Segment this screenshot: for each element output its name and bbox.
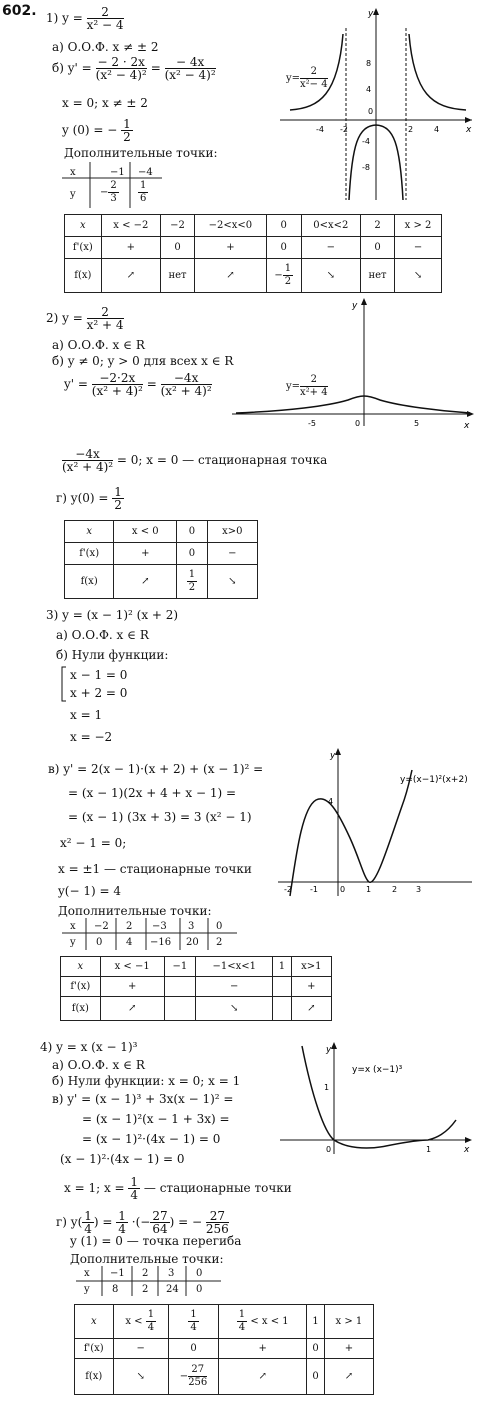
p3-sys1: x − 1 = 0 <box>70 668 128 682</box>
p2-positivity: б) y ≠ 0; y > 0 для всех x ∈ R <box>52 354 234 368</box>
table-cell: 0 <box>360 237 394 259</box>
p1-tick-ym8: -8 <box>362 163 370 172</box>
table-cell: − $\frac{27}{256}$ <box>168 1359 218 1395</box>
table-cell <box>164 997 195 1021</box>
p3-tick-2: 2 <box>392 885 398 894</box>
table-cell: + <box>291 977 331 997</box>
p3-extra-y2: 4 <box>126 937 133 948</box>
p1-graph-label: y= $\frac{2}{\text{x²− 4}}$ <box>286 66 328 90</box>
p4-graph-x-axis: x <box>464 1145 470 1155</box>
p4-tick-x1: 1 <box>426 1145 432 1154</box>
p3-domain: а) О.О.Ф. x ∈ R <box>56 628 149 642</box>
table-cell: ↗ <box>324 1359 373 1395</box>
table-cell: ↗ <box>291 997 331 1021</box>
problem-number: 602. <box>2 3 37 19</box>
p1-zero: x = 0; x ≠ ± 2 <box>62 96 148 110</box>
p2-tick-m5: -5 <box>308 419 316 428</box>
p4-extra-x3: 3 <box>168 1268 175 1279</box>
p1-tick-p2: 2 <box>408 125 414 134</box>
p4-deriv1: в) y' = (x − 1)³ + 3x(x − 1)² = <box>52 1092 234 1106</box>
table-header: 2 <box>360 215 394 237</box>
table-header: x <box>65 521 114 543</box>
p2-sign-table <box>64 520 258 599</box>
row-label: f(x) <box>65 565 114 599</box>
table-header: x < 0 <box>114 521 177 543</box>
table-cell: ↗ <box>195 259 267 293</box>
table-header: x < −1 <box>100 957 164 977</box>
p3-deriv5: x = ±1 — стационарные точки <box>58 862 252 876</box>
p1-sign-table <box>64 214 442 293</box>
p3-extra-title: Дополнительные точки: <box>58 904 212 918</box>
row-label: f'(x) <box>75 1339 114 1359</box>
p3-extra-x0: x <box>70 921 76 932</box>
p4-extra-x2: 2 <box>142 1268 149 1279</box>
p3-root1: x = 1 <box>70 708 103 722</box>
table-cell: − <box>113 1339 168 1359</box>
p3-sys2: x + 2 = 0 <box>70 686 128 700</box>
row-label: f(x) <box>75 1359 114 1395</box>
p4-deriv3: = (x − 1)²·(4x − 1) = 0 <box>82 1132 221 1146</box>
p1-tick-ym4: -4 <box>362 137 370 146</box>
p1-function: 1) y = $\frac{2}{\text{x² − 4}}$ <box>46 5 124 32</box>
p3-zeros-title: б) Нули функции: <box>56 648 169 662</box>
p3-system-bracket <box>60 666 68 702</box>
p4-extra-x1: −1 <box>110 1268 125 1279</box>
p1-tick-zero: 0 <box>368 107 374 116</box>
p3-tick-0: 0 <box>340 885 346 894</box>
p3-tick-1: 1 <box>366 885 372 894</box>
p1-tick-p4: 4 <box>434 125 440 134</box>
table-cell: − $\frac{1}{2}$ <box>266 259 301 293</box>
p2-graph <box>228 296 478 436</box>
table-header: −1<x<1 <box>196 957 273 977</box>
table-header: x <box>61 957 101 977</box>
table-header: x <box>65 215 102 237</box>
table-header: −1 <box>164 957 195 977</box>
table-cell: − <box>301 237 360 259</box>
table-header: x>1 <box>291 957 331 977</box>
p2-function: 2) y = $\frac{2}{\text{x² + 4}}$ <box>46 305 124 332</box>
table-cell: 0 <box>266 237 301 259</box>
p4-graph-y-axis: y <box>326 1045 332 1055</box>
table-header: x>0 <box>207 521 257 543</box>
p1-extra-grid <box>62 160 172 210</box>
p4-inflection: y (1) = 0 — точка перегиба <box>70 1234 242 1248</box>
p3-extra-y0: y <box>70 937 76 948</box>
p2-tick-p5: 5 <box>414 419 420 428</box>
table-cell: + <box>100 977 164 997</box>
table-cell: ↘ <box>196 997 273 1021</box>
table-cell: ↗ <box>219 1359 307 1395</box>
table-header: 0<x<2 <box>301 215 360 237</box>
p1-extra-title: Дополнительные точки: <box>64 146 218 160</box>
p1-domain: а) О.О.Ф. x ≠ ± 2 <box>52 40 159 54</box>
table-header: x < −2 <box>101 215 160 237</box>
table-cell: 0 <box>307 1359 325 1395</box>
table-header: $\frac{1}{4}$ <box>168 1305 218 1339</box>
p1-tick-m4: -4 <box>316 125 324 134</box>
table-cell: − <box>395 237 442 259</box>
table-cell: ↘ <box>395 259 442 293</box>
table-cell: + <box>324 1339 373 1359</box>
table-header: x > 2 <box>395 215 442 237</box>
p1-graph-y-axis: y <box>368 9 374 19</box>
table-cell: + <box>101 237 160 259</box>
p4-extra-x4: 0 <box>196 1268 203 1279</box>
row-label: f(x) <box>61 997 101 1021</box>
table-header: x < $\frac{1}{4}$ <box>113 1305 168 1339</box>
table-cell: 0 <box>168 1339 218 1359</box>
p2-y0: г) y(0) = $\frac{1}{2}$ <box>56 485 122 512</box>
table-cell: ↗ <box>100 997 164 1021</box>
table-cell: ↘ <box>207 565 257 599</box>
table-cell: ↘ <box>301 259 360 293</box>
table-cell: + <box>219 1339 307 1359</box>
p4-extra-y4: 0 <box>196 1284 203 1295</box>
p3-tick-m2: -2 <box>284 885 292 894</box>
table-header: 1 <box>307 1305 325 1339</box>
p3-root2: x = −2 <box>70 730 113 744</box>
p1-extra-x2: −4 <box>138 167 153 178</box>
p3-extra-x5: 0 <box>216 921 223 932</box>
p1-extra-x1: −1 <box>110 167 125 178</box>
p2-stationary: $\frac{-4x}{\text{(x² + 4)²}}$ = 0; x = 0 — стационарная точка <box>62 447 328 474</box>
p3-extra-x3: −3 <box>152 921 167 932</box>
row-label: f'(x) <box>61 977 101 997</box>
p4-stationary: x = 1; x = $\frac{1}{4}$ — стационарные точки <box>64 1175 292 1202</box>
table-cell: 0 <box>177 543 207 565</box>
table-cell: ↗ <box>101 259 160 293</box>
table-header: 1 <box>273 957 291 977</box>
row-label: f(x) <box>65 259 102 293</box>
p1-extra-y1: − $\frac{2}{3}$ <box>100 180 117 204</box>
p3-graph-y-axis: y <box>330 751 336 761</box>
table-header: −2<x<0 <box>195 215 267 237</box>
p4-domain: а) О.О.Ф. x ∈ R <box>52 1058 145 1072</box>
p4-zeros: б) Нули функции: x = 0; x = 1 <box>52 1074 241 1088</box>
p1-tick-y4: 4 <box>366 85 372 94</box>
p3-graph <box>276 746 476 906</box>
p3-deriv3: = (x − 1) (3x + 3) = 3 (x² − 1) <box>68 810 252 824</box>
p4-graph <box>276 1040 476 1158</box>
p3-graph-label: y=(x−1)²(x+2) <box>400 775 468 785</box>
p4-function: 4) y = x (x − 1)³ <box>40 1040 138 1054</box>
p2-graph-label: y= $\frac{2}{\text{x²+ 4}}$ <box>286 374 328 398</box>
p4-extra-y0: y <box>84 1284 90 1295</box>
p2-graph-y-axis: y <box>352 301 358 311</box>
p1-extra-y2: $\frac{1}{6}$ <box>140 180 147 204</box>
p3-extra-x1: −2 <box>94 921 109 932</box>
p1-derivative: б) y' = $\frac{- 2 \cdot 2x}{\text{(x² − 4)²}}$ = $\frac{- 4x}{\text{(x² − 4)²}}$ <box>52 55 216 82</box>
p3-deriv1: в) y' = 2(x − 1)·(x + 2) + (x − 1)² = <box>48 762 264 776</box>
p3-sign-table <box>60 956 332 1021</box>
table-header: 0 <box>177 521 207 543</box>
p2-derivative: y' = $\frac{-2\cdot 2x}{\text{(x² + 4)²}}$ = $\frac{-4x}{\text{(x² + 4)²}}$ <box>64 371 212 398</box>
p3-curve <box>290 770 412 896</box>
p3-extra-y1: 0 <box>96 937 103 948</box>
table-cell: нет <box>160 259 194 293</box>
table-cell: − <box>196 977 273 997</box>
table-cell: + <box>195 237 267 259</box>
p1-graph <box>280 4 478 204</box>
p3-deriv4: x² − 1 = 0; <box>60 836 127 850</box>
p1-tick-m2: -2 <box>340 125 348 134</box>
p2-curve <box>236 396 470 413</box>
p3-extra-y4: 20 <box>186 937 199 948</box>
table-cell: + <box>114 543 177 565</box>
p4-sign-table <box>74 1304 374 1395</box>
p3-tick-3: 3 <box>416 885 422 894</box>
table-cell: − <box>207 543 257 565</box>
table-cell: 0 <box>160 237 194 259</box>
table-cell: ↗ <box>114 565 177 599</box>
p3-tick-4: 4 <box>328 797 334 806</box>
p4-extra-x0: x <box>84 1268 90 1279</box>
table-cell <box>164 977 195 997</box>
table-cell: нет <box>360 259 394 293</box>
p3-deriv2: = (x − 1)(2x + 4 + x − 1) = <box>68 786 237 800</box>
table-header: $\frac{1}{4}$ < x < 1 <box>219 1305 307 1339</box>
table-header: 0 <box>266 215 301 237</box>
table-header: x <box>75 1305 114 1339</box>
p4-extra-grid <box>76 1266 226 1298</box>
p1-tick-y8: 8 <box>366 59 372 68</box>
p4-extra-y2: 2 <box>142 1284 149 1295</box>
row-label: f'(x) <box>65 543 114 565</box>
p3-extra-y5: 2 <box>216 937 223 948</box>
p3-extra-x2: 2 <box>126 921 133 932</box>
p4-curve <box>302 1046 456 1148</box>
p2-graph-x-axis: x <box>464 421 470 431</box>
table-header: x > 1 <box>324 1305 373 1339</box>
table-cell: 0 <box>307 1339 325 1359</box>
p3-y-value: y(− 1) = 4 <box>58 884 121 898</box>
table-header: −2 <box>160 215 194 237</box>
p2-tick-zero: 0 <box>355 419 361 428</box>
table-cell: ↘ <box>113 1359 168 1395</box>
p4-tick-0: 0 <box>326 1145 332 1154</box>
row-label: f'(x) <box>65 237 102 259</box>
p4-deriv2: = (x − 1)²(x − 1 + 3x) = <box>82 1112 230 1126</box>
p1-y0: y (0) = − $\frac{1}{2}$ <box>62 117 131 144</box>
p3-extra-y3: −16 <box>150 937 172 948</box>
table-cell: $\frac{1}{2}$ <box>177 565 207 599</box>
p4-extra-title: Дополнительные точки: <box>70 1252 224 1266</box>
p2-domain: а) О.О.Ф. x ∈ R <box>52 338 145 352</box>
p1-graph-x-axis: x <box>466 125 472 135</box>
p4-extra-y3: 24 <box>166 1284 179 1295</box>
p1-extra-y-label: y <box>70 189 76 200</box>
p4-extra-y1: 8 <box>112 1284 119 1295</box>
table-cell <box>273 977 291 997</box>
table-cell <box>273 997 291 1021</box>
p3-tick-m1: -1 <box>310 885 318 894</box>
p4-deriv4: (x − 1)²·(4x − 1) = 0 <box>60 1152 185 1166</box>
p3-extra-x4: 3 <box>188 921 195 932</box>
p4-graph-label: y=x (x−1)³ <box>352 1065 403 1075</box>
p1-right-branch <box>409 34 466 110</box>
p4-y-quarter: г) y( $\frac{1}{4}$ ) = $\frac{1}{4}$ ·(− $\frac{27}{64}$ ) = − $\frac{27}{256}$ <box>56 1209 229 1236</box>
p3-function: 3) y = (x − 1)² (x + 2) <box>46 608 179 622</box>
p1-extra-x-label: x <box>70 167 76 178</box>
p4-tick-1: 1 <box>324 1083 330 1092</box>
